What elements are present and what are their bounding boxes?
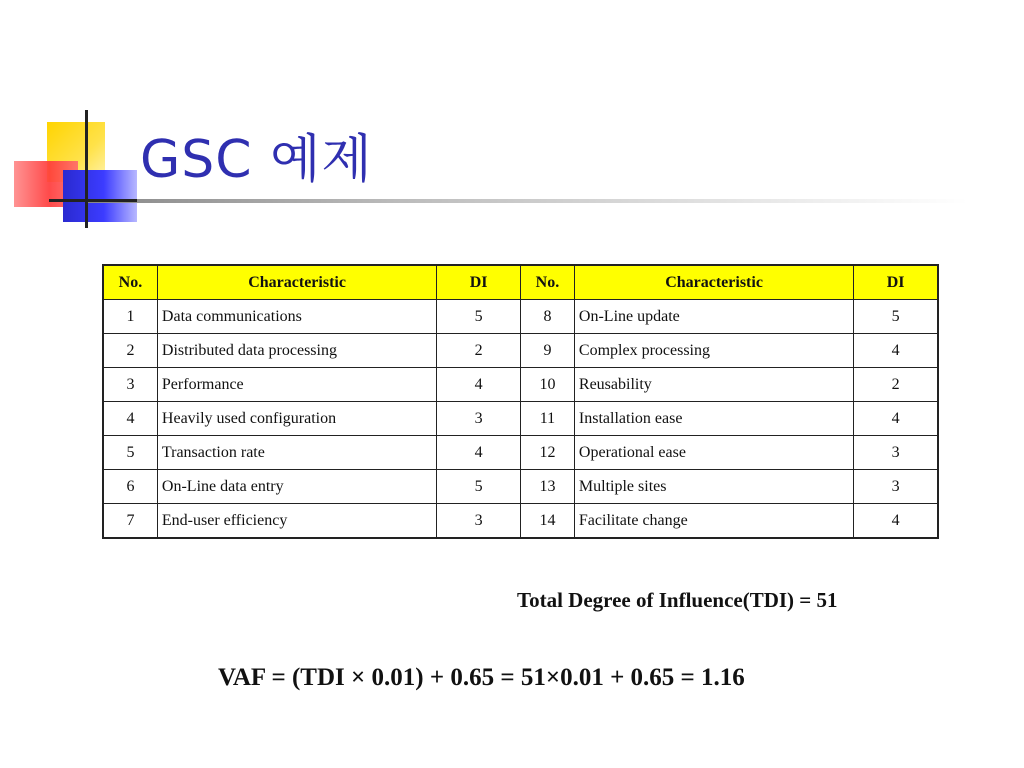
cell-no: 7	[103, 504, 157, 539]
logo-square-blue	[63, 170, 137, 222]
table-row	[103, 334, 938, 368]
header-no-right: No.	[521, 265, 575, 300]
cell-no: 14	[521, 504, 575, 539]
cell-characteristic: Multiple sites	[574, 470, 853, 504]
cell-no: 6	[103, 470, 157, 504]
cell-characteristic: Transaction rate	[157, 436, 436, 470]
table-row	[103, 402, 938, 436]
cell-no: 9	[521, 334, 575, 368]
cell-characteristic: On-Line update	[574, 300, 853, 334]
header-di-left: DI	[437, 265, 521, 300]
cell-characteristic: Performance	[157, 368, 436, 402]
header-characteristic-right: Characteristic	[574, 265, 853, 300]
table-row	[103, 470, 938, 504]
cell-di: 5	[854, 300, 938, 334]
cell-di: 3	[854, 436, 938, 470]
header-di-right: DI	[854, 265, 938, 300]
cell-no: 4	[103, 402, 157, 436]
cell-di: 4	[854, 334, 938, 368]
cell-no: 1	[103, 300, 157, 334]
cell-di: 3	[854, 470, 938, 504]
cell-characteristic: Installation ease	[574, 402, 853, 436]
vaf-formula-text: VAF = (TDI × 0.01) + 0.65 = 51×0.01 + 0.65 = 1.16	[218, 664, 745, 691]
cell-characteristic: Complex processing	[574, 334, 853, 368]
gsc-table	[102, 264, 939, 539]
cell-characteristic: On-Line data entry	[157, 470, 436, 504]
cell-characteristic: Distributed data processing	[157, 334, 436, 368]
cell-di: 4	[854, 504, 938, 539]
header-characteristic-left: Characteristic	[157, 265, 436, 300]
cell-no: 2	[103, 334, 157, 368]
cell-characteristic: Facilitate change	[574, 504, 853, 539]
cell-di: 4	[437, 436, 521, 470]
cell-characteristic: Operational ease	[574, 436, 853, 470]
cell-di: 2	[437, 334, 521, 368]
cell-characteristic: Heavily used configuration	[157, 402, 436, 436]
logo-vertical-line	[85, 110, 88, 228]
cell-di: 2	[854, 368, 938, 402]
cell-no: 3	[103, 368, 157, 402]
cell-characteristic: End-user efficiency	[157, 504, 436, 539]
header-no-left: No.	[103, 265, 157, 300]
table-header-row	[103, 265, 938, 300]
table-row	[103, 504, 938, 539]
cell-di: 4	[854, 402, 938, 436]
cell-di: 5	[437, 300, 521, 334]
table-row	[103, 368, 938, 402]
cell-di: 3	[437, 402, 521, 436]
cell-characteristic: Reusability	[574, 368, 853, 402]
cell-no: 13	[521, 470, 575, 504]
table-row	[103, 436, 938, 470]
cell-no: 10	[521, 368, 575, 402]
tdi-total-text: Total Degree of Influence(TDI) = 51	[517, 588, 838, 612]
logo-horizontal-line	[49, 199, 137, 202]
cell-di: 3	[437, 504, 521, 539]
cell-di: 5	[437, 470, 521, 504]
cell-di: 4	[437, 368, 521, 402]
cell-no: 12	[521, 436, 575, 470]
cell-no: 8	[521, 300, 575, 334]
cell-no: 5	[103, 436, 157, 470]
slide-title: GSC 예제	[140, 130, 373, 190]
cell-characteristic: Data communications	[157, 300, 436, 334]
table-row	[103, 300, 938, 334]
title-underline	[88, 199, 968, 203]
cell-no: 11	[521, 402, 575, 436]
